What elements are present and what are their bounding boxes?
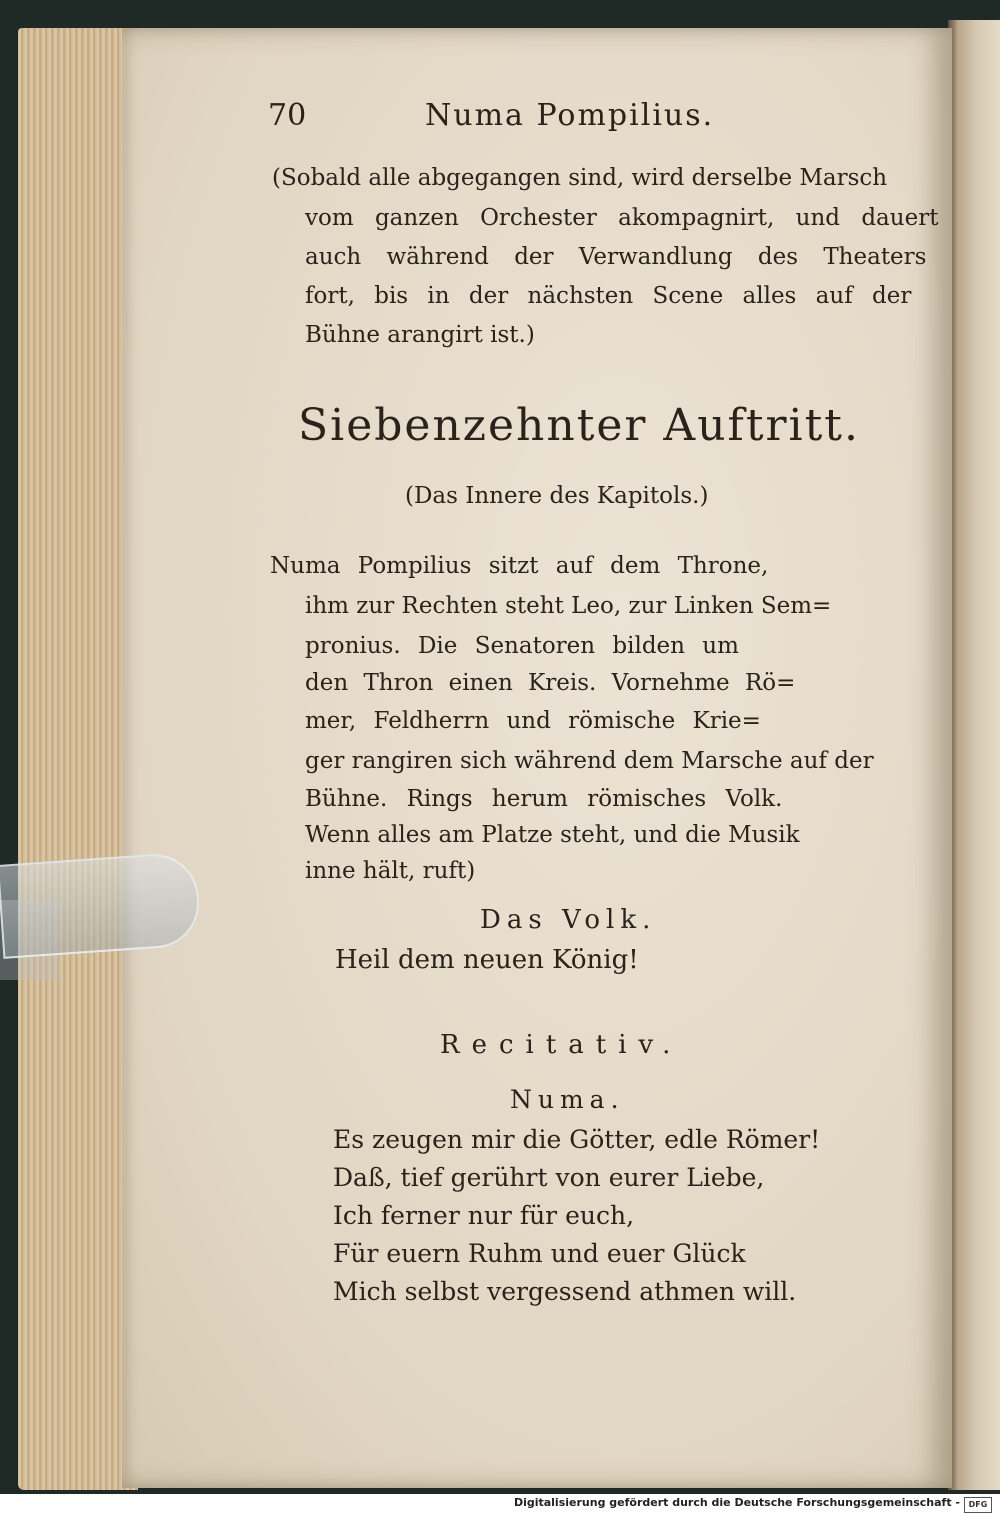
stage-direction-line: ihm zur Rechten steht Leo, zur Linken Sem= [305,593,832,619]
stage-note-line: vom ganzen Orchester akompagnirt, und dauert [305,205,939,231]
stage-direction-line: Numa Pompilius sitzt auf dem Throne, [270,553,769,579]
spoken-line: Heil dem neuen König! [335,945,639,975]
scene-heading: Siebenzehnter Auftritt. [298,400,860,451]
section-label: Recitativ. [440,1030,683,1060]
stage-note-line: fort, bis in der nächsten Scene alles auf der [305,283,912,309]
page-number: 70 [268,98,307,133]
stage-note-line: auch während der Verwandlung des Theaters [305,244,927,270]
glass-page-weight [0,851,202,959]
stage-note-line: (Sobald alle abgegangen sind, wird derselbe Marsch [272,165,888,191]
speaker-name: Das Volk. [480,905,657,935]
scene-location: (Das Innere des Kapitols.) [405,483,709,509]
stage-direction-line: Wenn alles am Platze steht, und die Musik [305,822,800,848]
verse-line: Daß, tief gerührt von eurer Liebe, [333,1163,765,1192]
footer-credit: Digitalisierung gefördert durch die Deutsche Forschungsgemeinschaft - [513,1496,960,1509]
digitization-footer [0,1494,1000,1515]
dfg-logo-icon: DFG [964,1497,992,1513]
stage-direction-line: inne hält, ruft) [305,858,476,884]
verse-line: Für euern Ruhm und euer Glück [333,1239,746,1268]
stage-note-line: Bühne arangirt ist.) [305,322,535,348]
speaker-name: Numa. [510,1085,625,1114]
stage-direction-line: den Thron einen Kreis. Vornehme Rö= [305,670,796,696]
verse-line: Mich selbst vergessend athmen will. [333,1277,797,1306]
running-title: Numa Pompilius. [425,98,715,133]
facing-page-edge [948,20,1000,1490]
stage-direction-line: pronius. Die Senatoren bilden um [305,633,739,659]
stage-direction-line: Bühne. Rings herum römisches Volk. [305,786,783,812]
stage-direction-line: ger rangiren sich während dem Marsche auf der [305,748,874,774]
stage-direction-line: mer, Feldherrn und römische Krie= [305,708,761,734]
verse-line: Es zeugen mir die Götter, edle Römer! [333,1125,821,1154]
verse-line: Ich ferner nur für euch, [333,1201,635,1230]
book-page-edges [18,28,138,1490]
